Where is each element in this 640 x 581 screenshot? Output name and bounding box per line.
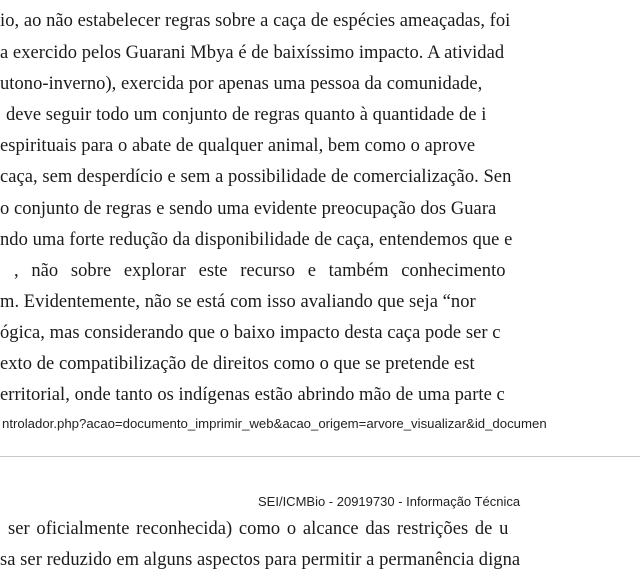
text-line: exto de compatibilização de direitos como o que se pretende est xyxy=(0,354,475,374)
text-line: sa ser reduzido em alguns aspectos para permitir a permanência digna xyxy=(0,550,521,570)
page-header: SEI/ICMBio - 20919730 - Informação Técnica xyxy=(258,494,521,509)
text-line: erritorial, onde tanto os indígenas estão abrindo mão de uma parte c xyxy=(0,385,505,405)
text-line: ser oficialmente reconhecida) como o alcance das restrições de u xyxy=(8,519,509,539)
print-footer-url: ntrolador.php?acao=documento_imprimir_web&acao_origem=arvore_visualizar&id_documen xyxy=(2,416,547,431)
text-line: ndo uma forte redução da disponibilidade de caça, entendemos que e xyxy=(0,230,513,250)
text-line: caça, sem desperdício e sem a possibilidade de comercialização. Sen xyxy=(0,167,512,187)
text-line: a exercido pelos Guarani Mbya é de baixíssimo impacto. A atividad xyxy=(0,43,505,63)
text-line: io, ao não estabelecer regras sobre a caça de espécies ameaçadas, foi xyxy=(0,11,511,31)
text-line: deve seguir todo um conjunto de regras quanto à quantidade de i xyxy=(6,105,487,125)
page-break-divider xyxy=(0,456,640,457)
text-line: utono-inverno), exercida por apenas uma pessoa da comunidade, xyxy=(0,74,483,94)
text-line: m. Evidentemente, não se está com isso avaliando que seja “nor xyxy=(0,292,476,312)
text-line: o conjunto de regras e sendo uma evidente preocupação dos Guara xyxy=(0,199,497,219)
text-line: , não sobre explorar este recurso e também conhecimento xyxy=(14,261,506,281)
text-line: espirituais para o abate de qualquer animal, bem como o aprove xyxy=(0,136,476,156)
text-line: ógica, mas considerando que o baixo impacto desta caça pode ser c xyxy=(0,323,501,343)
